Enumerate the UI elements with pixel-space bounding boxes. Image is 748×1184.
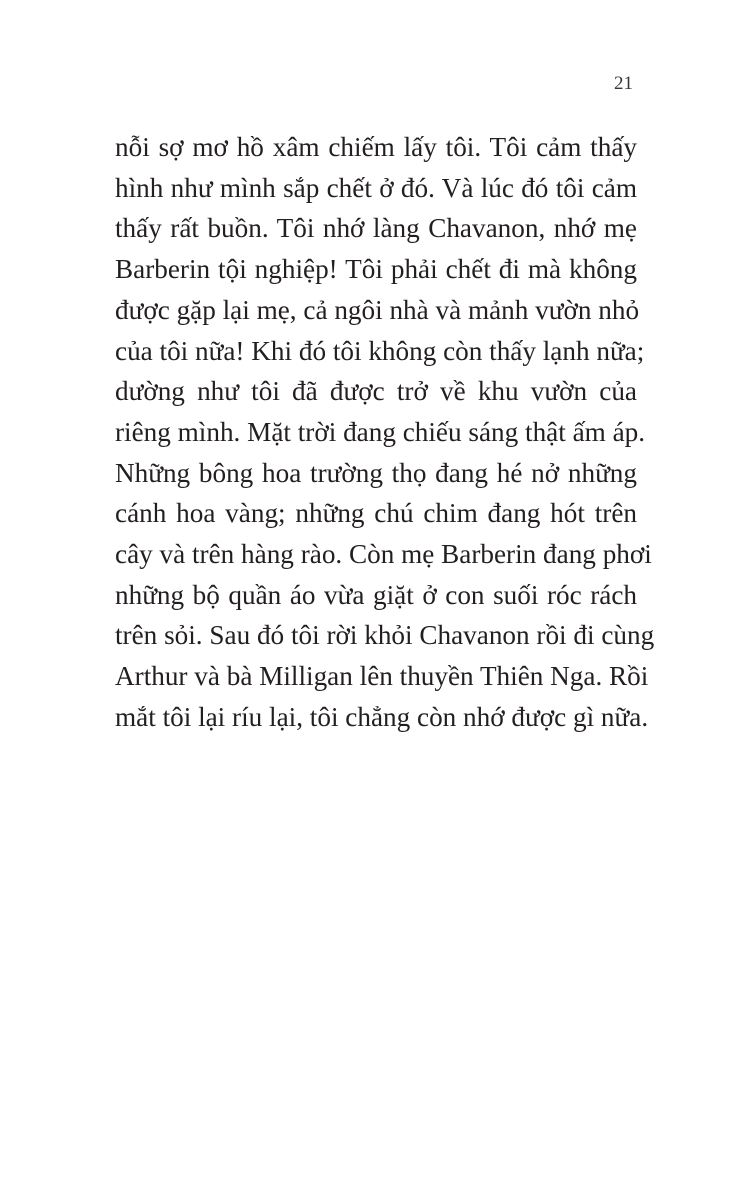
text-line: dường như tôi đã được trở về khu vườn của xyxy=(115,376,637,407)
text-line: cây và trên hàng rào. Còn mẹ Barberin đang phơi xyxy=(115,539,652,570)
text-line: cánh hoa vàng; những chú chim đang hót trên xyxy=(115,498,637,529)
text-line: thấy rất buồn. Tôi nhớ làng Chavanon, nhớ mẹ xyxy=(115,213,637,244)
text-line: những bộ quần áo vừa giặt ở con suối róc rách xyxy=(115,579,637,610)
text-line: được gặp lại mẹ, cả ngôi nhà và mảnh vườn nhỏ xyxy=(115,294,640,325)
text-line: của tôi nữa! Khi đó tôi không còn thấy lạnh nữa; xyxy=(115,335,645,366)
text-line: mắt tôi lại ríu lại, tôi chẳng còn nhớ được gì nữa. xyxy=(115,701,649,732)
text-line: trên sỏi. Sau đó tôi rời khỏi Chavanon rồi đi cùng xyxy=(115,620,655,651)
text-line: nỗi sợ mơ hồ xâm chiếm lấy tôi. Tôi cảm thấy xyxy=(115,132,637,162)
text-line: riêng mình. Mặt trời đang chiếu sáng thật ấm áp. xyxy=(115,416,646,447)
text-line: hình như mình sắp chết ở đó. Và lúc đó tôi cảm xyxy=(115,172,637,203)
body-paragraph xyxy=(115,127,655,738)
text-line: Arthur và bà Milligan lên thuyền Thiên Nga. Rồi xyxy=(115,661,649,692)
page-number: 21 xyxy=(614,73,633,94)
text-line: Những bông hoa trường thọ đang hé nở những xyxy=(115,457,637,488)
text-line: Barberin tội nghiệp! Tôi phải chết đi mà không xyxy=(115,254,637,285)
